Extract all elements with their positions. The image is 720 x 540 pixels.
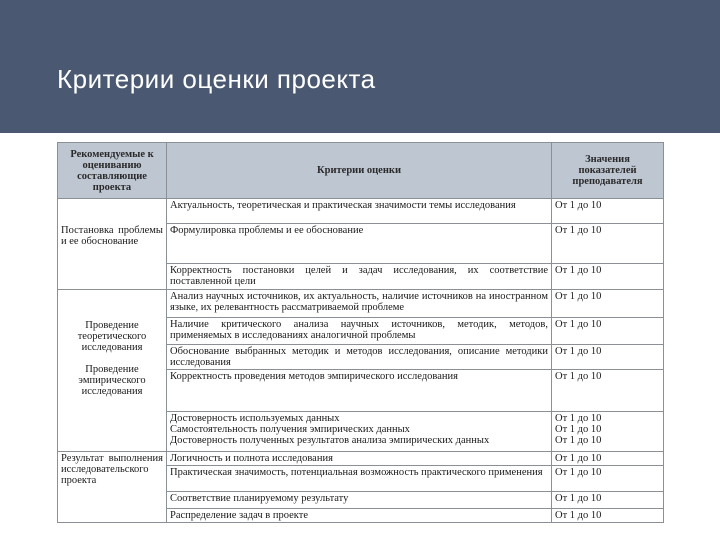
value-cell: От 1 до 10 bbox=[552, 199, 664, 224]
value-cell: От 1 до 10 bbox=[552, 370, 664, 412]
criterion-cell: Распределение задач в проекте bbox=[167, 509, 552, 523]
category-result: Результат выполнения исследовательского проекта bbox=[58, 452, 167, 523]
criterion-cell: Соответствие планируемому результату bbox=[167, 492, 552, 509]
header-values: Значения показателей преподавателя bbox=[552, 143, 664, 199]
table-row bbox=[58, 452, 664, 466]
table-header-row bbox=[58, 143, 664, 199]
table-row bbox=[58, 199, 664, 224]
category-research: Проведение теоретического исследования Проведение эмпирического исследования bbox=[58, 290, 167, 452]
value-cell: От 1 до 10 bbox=[552, 318, 664, 345]
criterion-cell: Корректность проведения методов эмпирического исследования bbox=[167, 370, 552, 412]
value-cell: От 1 до 10 bbox=[552, 466, 664, 492]
criteria-table bbox=[57, 142, 664, 523]
slide-header bbox=[0, 0, 720, 133]
criterion-cell: Корректность постановки целей и задач исследования, их соответствие поставленной цели bbox=[167, 264, 552, 290]
value-cell: От 1 до 10 bbox=[552, 264, 664, 290]
criterion-cell: Практическая значимость, потенциальная возможность практического применения bbox=[167, 466, 552, 492]
criteria-table-wrapper bbox=[57, 142, 663, 523]
criterion-cell: Актуальность, теоретическая и практическая значимости темы исследования bbox=[167, 199, 552, 224]
value-cell: От 1 до 10 bbox=[552, 224, 664, 264]
criterion-cell: Достоверность используемых данных Самостоятельность получения эмпирических данных Достоверность полученных результатов анализа эмпирических данных bbox=[167, 412, 552, 452]
value-cell: От 1 до 10 bbox=[552, 290, 664, 318]
criterion-cell: Анализ научных источников, их актуальность, наличие источников на иностранном языке, их релевантность рассматриваемой проблеме bbox=[167, 290, 552, 318]
table-row bbox=[58, 290, 664, 318]
criterion-cell: Логичность и полнота исследования bbox=[167, 452, 552, 466]
value-cell: От 1 до 10 bbox=[552, 345, 664, 370]
value-cell: От 1 до 10 От 1 до 10 От 1 до 10 bbox=[552, 412, 664, 452]
slide-title: Критерии оценки проекта bbox=[57, 64, 376, 94]
criterion-cell: Формулировка проблемы и ее обоснование bbox=[167, 224, 552, 264]
criterion-cell: Наличие критического анализа научных источников, методик, методов, применяемых в исследованиях аналогичной проблемы bbox=[167, 318, 552, 345]
value-cell: От 1 до 10 bbox=[552, 452, 664, 466]
header-criteria: Критерии оценки bbox=[167, 143, 552, 199]
category-problem: Постановка проблемы и ее обоснование bbox=[58, 199, 167, 290]
value-cell: От 1 до 10 bbox=[552, 509, 664, 523]
header-category: Рекомендуемые к оцениванию составляющие проекта bbox=[58, 143, 167, 199]
criterion-cell: Обоснование выбранных методик и методов исследования, описание методики исследования bbox=[167, 345, 552, 370]
value-cell: От 1 до 10 bbox=[552, 492, 664, 509]
